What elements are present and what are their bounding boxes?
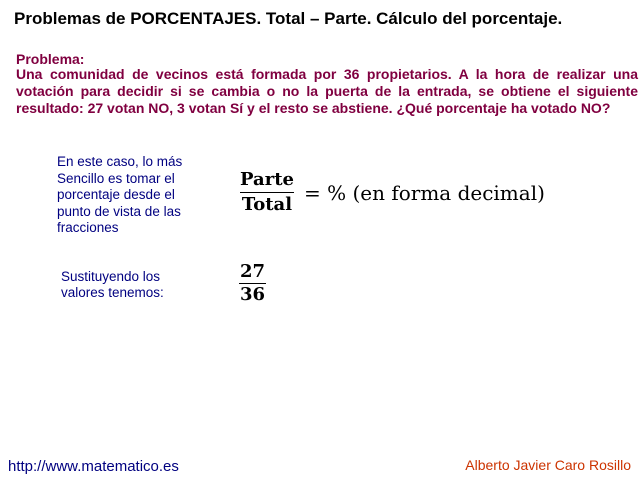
percentage-formula	[238, 170, 545, 215]
substituted-denominator: 36	[240, 284, 266, 305]
formula-numerator: Parte	[240, 169, 294, 190]
problem-statement: Una comunidad de vecinos está formada por 36 propietarios. A la hora de realizar una votación para decidir si se cambia o no la puerta de la entrada, se obtiene el siguiente resultado: 27 votan NO, 3 votan Sí y el resto se abstiene. ¿Qué porcentaje ha votado NO?	[16, 66, 638, 116]
page-title: Problemas de PORCENTAJES. Total – Parte. Cálculo del porcentaje.	[14, 9, 563, 28]
problem-heading: Problema:	[16, 51, 85, 67]
formula-denominator: Total	[241, 194, 293, 215]
substituted-fraction	[239, 262, 266, 305]
author-credit: Alberto Javier Caro Rosillo	[465, 457, 631, 473]
formula-result: = % (en forma decimal)	[303, 180, 545, 205]
substitution-text: Sustituyendo los valores tenemos:	[61, 269, 164, 300]
explanation-text: En este caso, lo más Sencillo es tomar el porcentaje desde el punto de vista de las fracciones	[57, 154, 183, 235]
website-link[interactable]: http://www.matematico.es	[8, 458, 179, 475]
formula-fraction	[238, 170, 296, 215]
substituted-numerator: 27	[240, 261, 266, 282]
